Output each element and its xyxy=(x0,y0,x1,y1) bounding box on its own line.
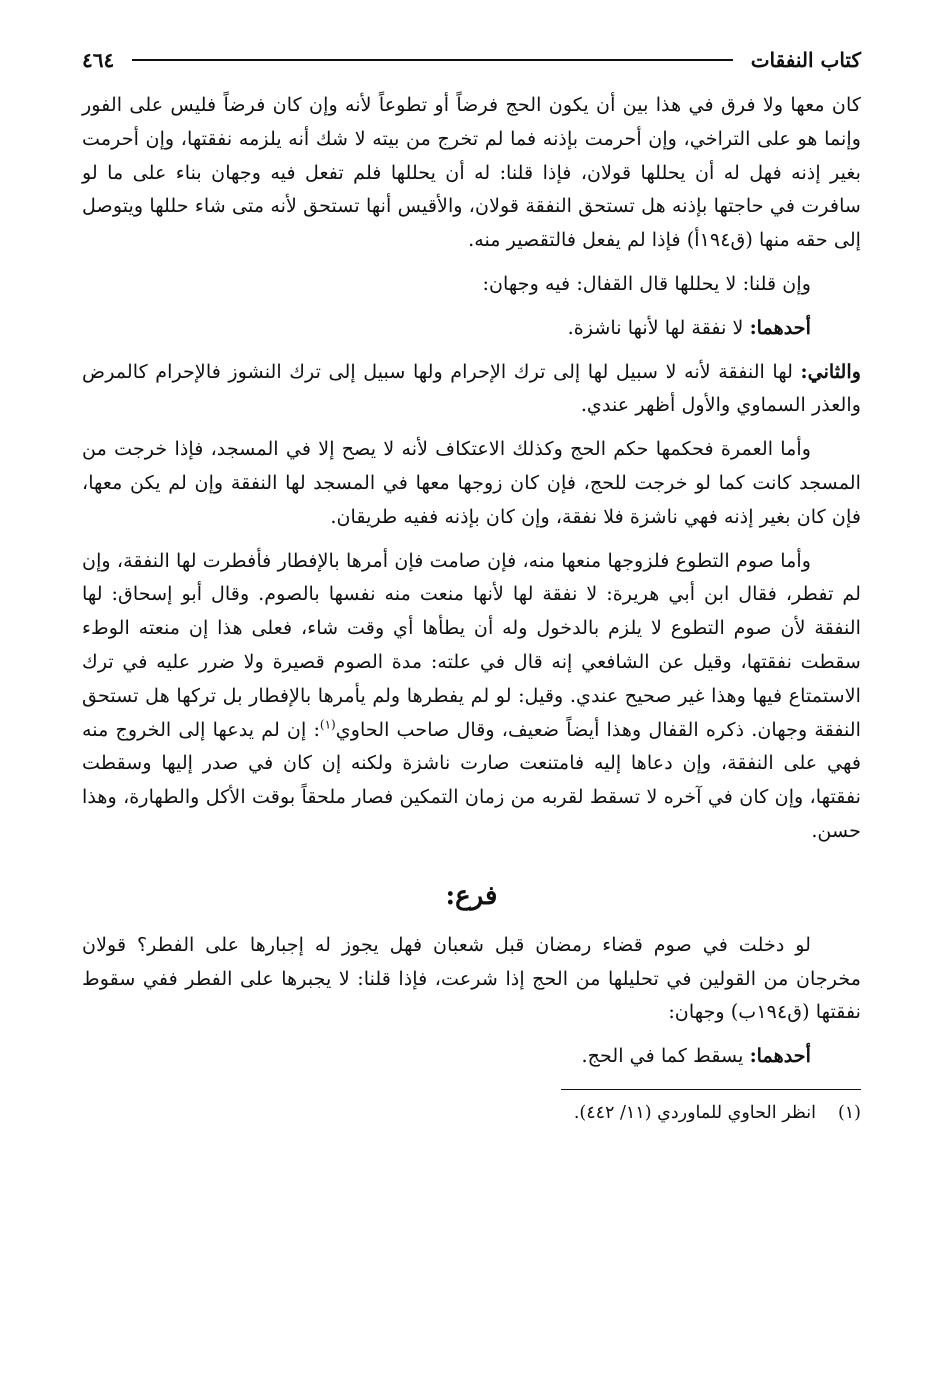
section-heading: فرع: xyxy=(445,880,498,911)
paragraph-6-part-1: وأما صوم التطوع فلزوجها منعها منه، فإن صامت فإن أمرها بالإفطار فأفطرت لها النفقة، وإن لم تفطر، فقال ابن أبي هريرة: لا نفقة لها لأنها منعت منه نفسها بالصوم. وقال أبو إسحاق: لها النفقة لأن صوم التطوع لا يلزم بالدخول وله أن يطأها أي وقت شاء، فعلى هذا إن منعته الوطء سقطت نفقتها، وقيل عن الشافعي إنه قال في علته: مدة الصوم قصيرة ولا ضرر عليه في ترك الاستمتاع فيها وهذا غير صحيح عندي. وقيل: لو لم يفطرها ولم يأمرها بالإفطار بل تركها هل تستحق النفقة وجهان. ذكره القفال وهذا أيضاً ضعيف، وقال صاحب الحاوي xyxy=(82,548,861,741)
paragraph-6-part-2: : إن لم يدعها إلى الخروج منه فهي على النفقة، وإن دعاها إليه فامتنعت صارت ناشزة ولكنه إن كان في صدر إليها وسقطت نفقتها، وإن كان في آخره لا تسقط لقربه من زمان التمكين فصار ملحقاً بوقت الأكل والطهارة، وهذا حسن. xyxy=(82,717,861,842)
page-body xyxy=(82,88,861,1073)
paragraph-3 xyxy=(82,311,861,345)
footnote-separator xyxy=(561,1089,861,1090)
first-opinion-text-2: يسقط كما في الحج. xyxy=(581,1044,750,1068)
first-opinion-label-2: أحدهما: xyxy=(749,1044,811,1068)
paragraph-2: وإن قلنا: لا يحللها قال القفال: فيه وجهان: xyxy=(482,271,811,295)
second-opinion-text: لها النفقة لأنه لا سبيل لها إلى ترك الإحرام ولها سبيل إلى ترك النشوز فالإحرام كالمرض والعذر السماوي والأول أظهر عندي. xyxy=(82,359,861,417)
footnote-text: انظر الحاوي للماوردي (١١/ ٤٤٢). xyxy=(573,1102,816,1123)
second-opinion-label: والثاني: xyxy=(800,359,861,383)
paragraph-8 xyxy=(82,1039,861,1073)
chapter-title: كتاب النفقات xyxy=(750,48,861,72)
page-number: ٤٦٤ xyxy=(82,48,115,72)
paragraph-4 xyxy=(82,355,861,423)
running-header xyxy=(82,40,861,80)
paragraph-5: وأما العمرة فحكمها حكم الحج وكذلك الاعتكاف لأنه لا يصح إلا في المسجد، فإذا خرجت من المسجد كانت كما لو خرجت للحج، فإن كان زوجها معها في المسجد لها النفقة وإن لم يكن معها، فإن كان بغير إذنه فهي ناشزة فلا نفقة، وإن كان بإذنه ففيه طريقان. xyxy=(82,437,861,528)
footnote-reference: (١) xyxy=(319,717,336,732)
first-opinion-text: لا نفقة لها لأنها ناشزة. xyxy=(567,315,750,339)
paragraph-6 xyxy=(82,544,861,848)
footnote-number: (١) xyxy=(837,1102,861,1123)
first-opinion-label: أحدهما: xyxy=(749,315,811,339)
header-rule xyxy=(132,59,732,61)
paragraph-7: لو دخلت في صوم قضاء رمضان قبل شعبان فهل يجوز له إجبارها على الفطر؟ قولان مخرجان من القولين في تحليلها من الحج إذا شرعت، فإذا قلنا: لا يجبرها على الفطر ففي سقوط نفقتها (ق١٩٤ب) وجهان: xyxy=(82,932,861,1024)
footnote xyxy=(82,1098,861,1128)
paragraph-1: كان معها ولا فرق في هذا بين أن يكون الحج فرضاً أو تطوعاً لأنه وإن كان فرضاً فليس على الفور وإنما هو على التراخي، وإن أحرمت بإذنه فما لم تخرج من بيته لا شك أنه يلزمه نفقتها، وإن أحرمت بغير إذنه فهل له أن يحللها قولان، فإذا قلنا: له أن يحللها فلم تفعل فيه وجهان بناء على ما لو سافرت في حاجتها بإذنه هل تستحق النفقة قولان، والأقيس أنها تستحق لأنه متى شاء حللها ويتوصل إلى حقه منها (ق١٩٤أ) فإذا لم يفعل فالتقصير منه. xyxy=(82,93,861,252)
